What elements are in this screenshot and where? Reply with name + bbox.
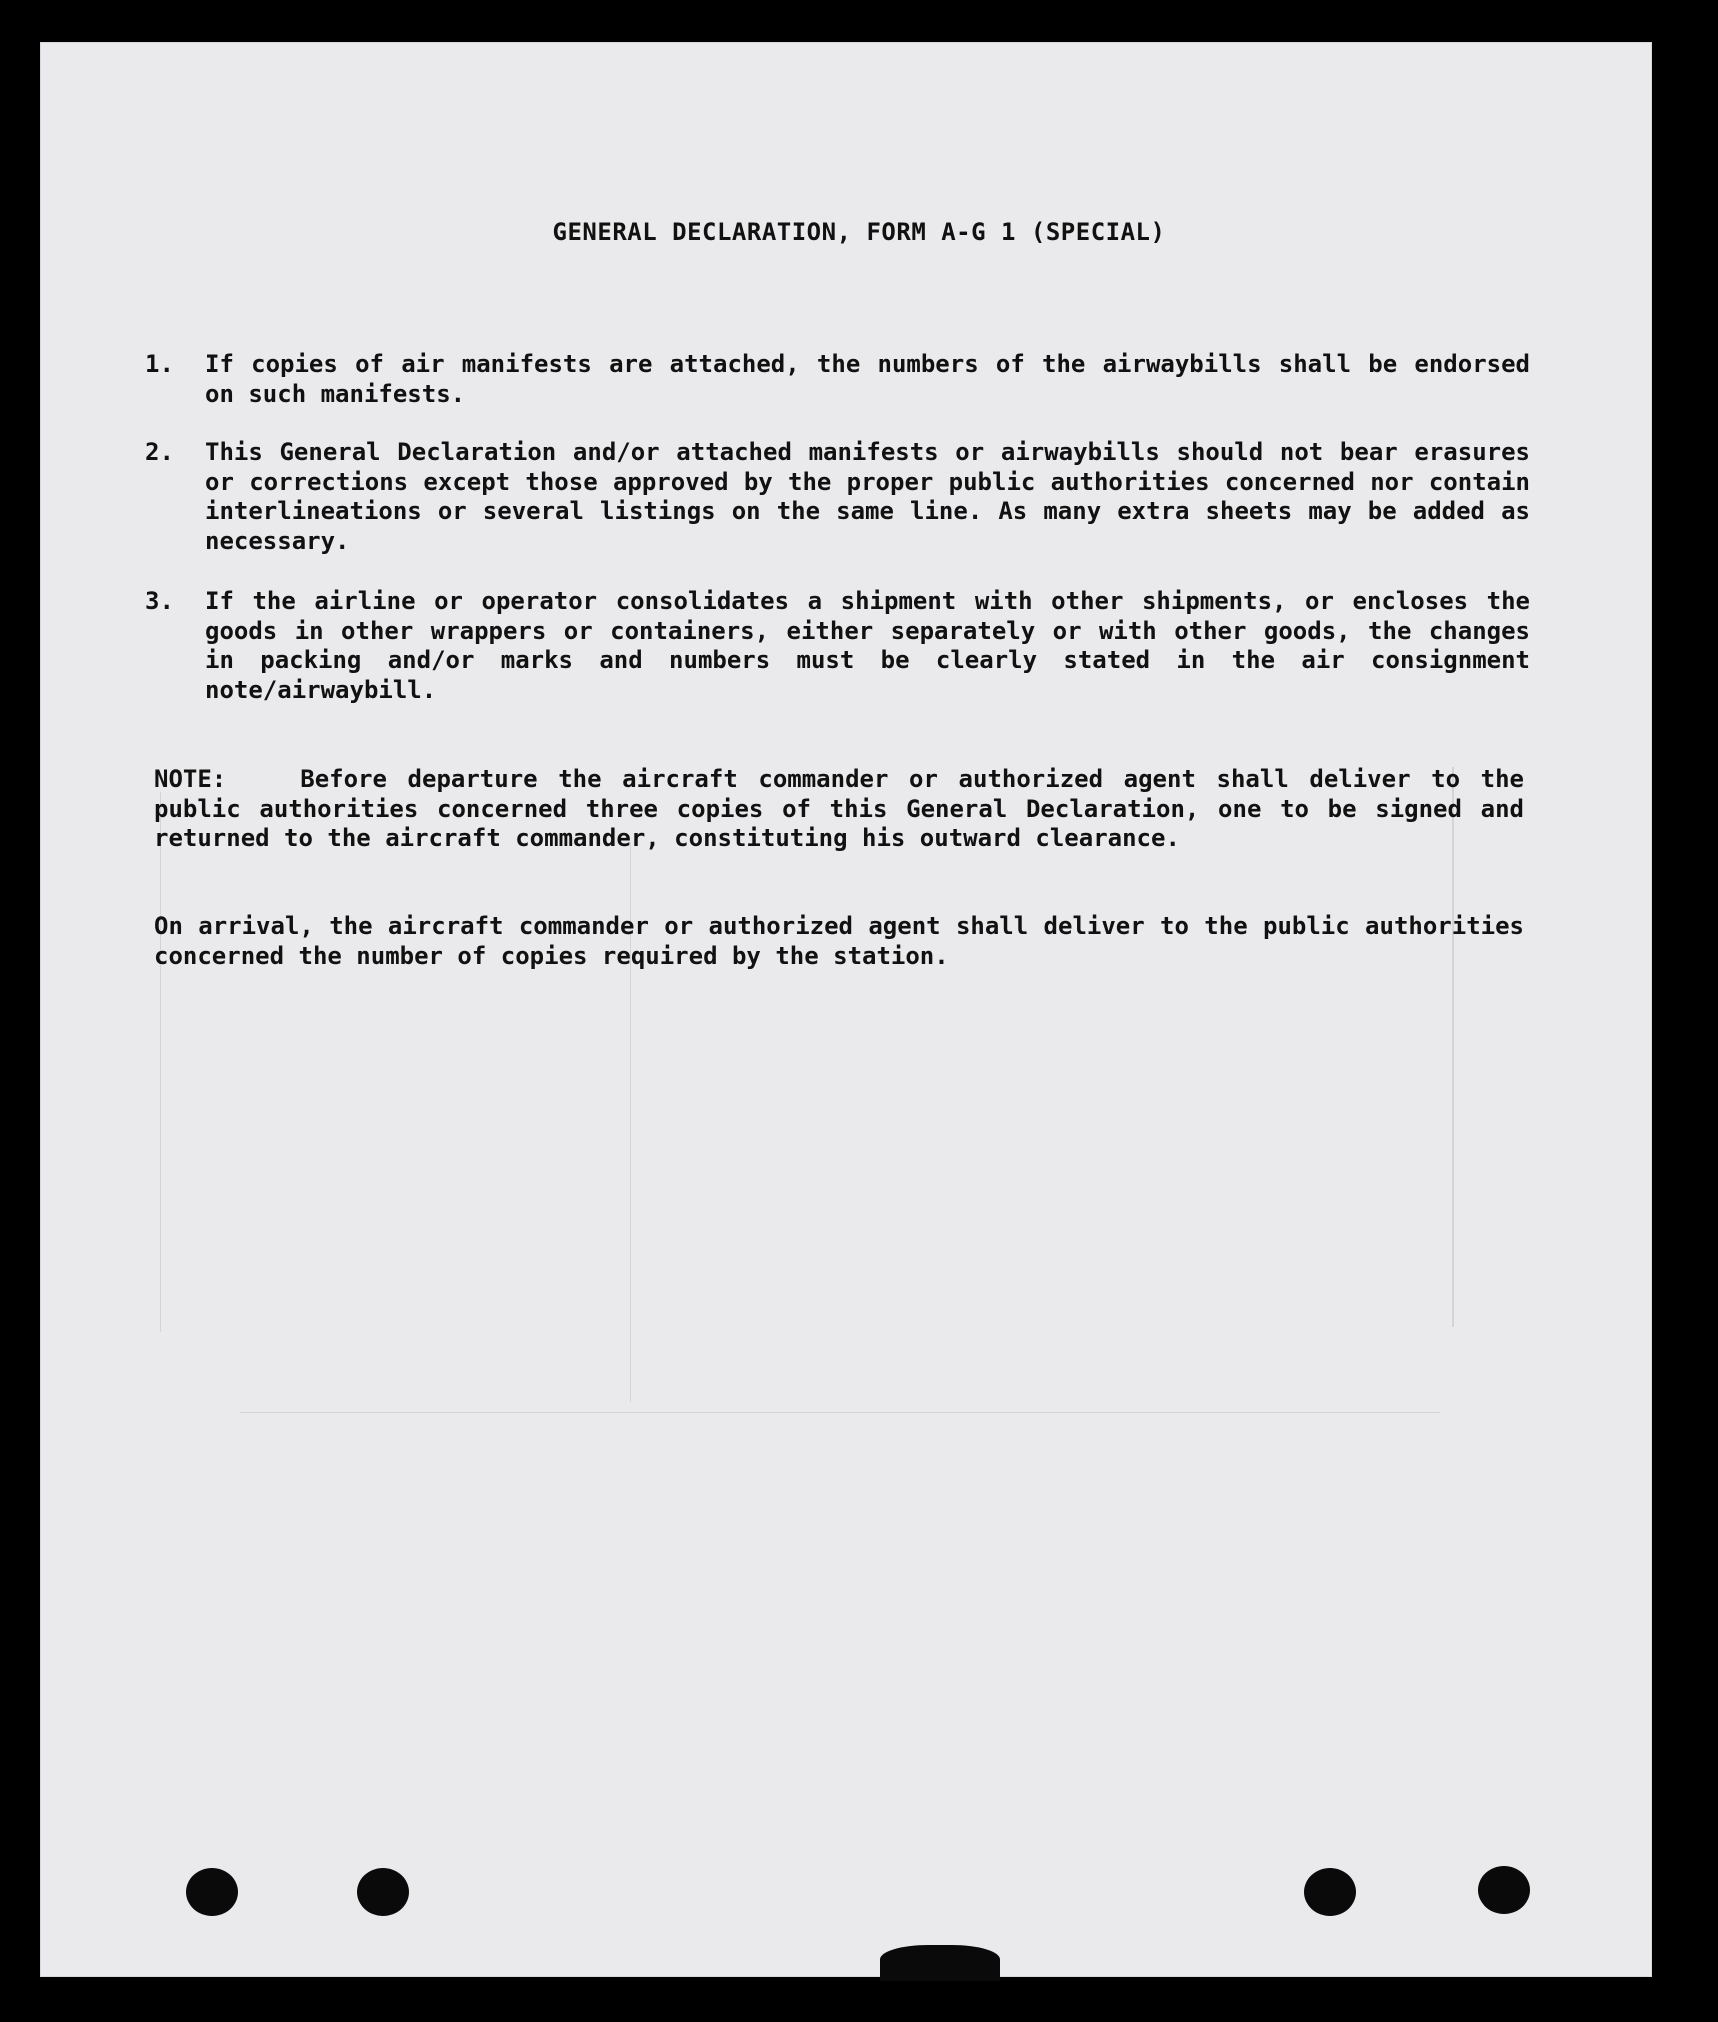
punch-hole <box>1304 1868 1356 1916</box>
paper-tear <box>880 1945 1000 1981</box>
document-title: GENERAL DECLARATION, FORM A-G 1 (SPECIAL) <box>552 218 1166 246</box>
item-text: If the airline or operator consolidates a shipment with other shipments, or encloses the goods in other wrappers or containers, either separately or with other goods, the changes in packing and/or marks and numbers must be clearly stated in the air consignment note/airwaybill. <box>205 587 1530 704</box>
bleed-through-line <box>160 792 161 1332</box>
item-number: 1. <box>145 350 174 378</box>
item-number: 2. <box>145 438 174 466</box>
punch-hole <box>186 1868 238 1916</box>
punch-hole <box>1478 1866 1530 1914</box>
item-number: 3. <box>145 587 174 615</box>
note-paragraph <box>154 765 1524 854</box>
document-page <box>40 42 1652 1977</box>
note-text: Before departure the aircraft commander or authorized agent shall deliver to the public authorities concerned three copies of this General Declaration, one to be signed and returned to the aircraft commander, constituting his outward clearance. <box>154 765 1524 852</box>
item-text: This General Declaration and/or attached manifests or airwaybills should not bear erasures or corrections except those approved by the proper public authorities concerned nor contain interlineations or several listings on the same line. As many extra sheets may be added as necessary. <box>205 438 1530 555</box>
punch-hole <box>357 1868 409 1916</box>
instruction-item-3 <box>145 587 1530 705</box>
bleed-through-line <box>240 1412 1440 1413</box>
instruction-item-1 <box>145 350 1530 409</box>
item-text: If copies of air manifests are attached, the numbers of the airwaybills shall be endorsed on such manifests. <box>205 350 1530 408</box>
instruction-item-2 <box>145 438 1530 556</box>
note-label: NOTE: <box>154 765 227 793</box>
arrival-paragraph: On arrival, the aircraft commander or authorized agent shall deliver to the public authorities concerned the number of copies required by the station. <box>154 912 1524 970</box>
